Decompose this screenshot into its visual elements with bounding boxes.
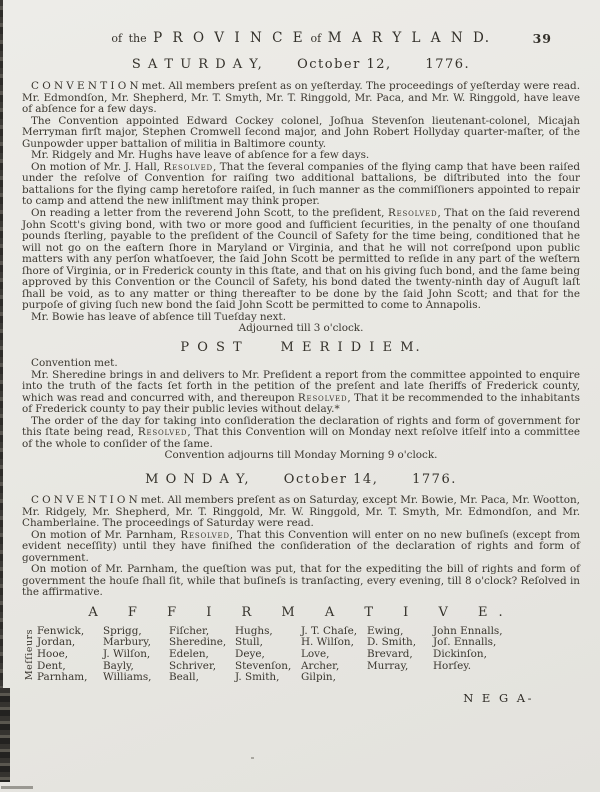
affirmative-vote-table [22,626,580,684]
messieurs-label: Meſſieurs [24,629,35,681]
text-segment: Mr. Bowie has leave of abſence till Tueſday next. [31,310,287,323]
delegate-name: J. T. Chaſe, [301,624,358,637]
sat-p2 [22,116,580,151]
delegate-name: Horſey. [433,659,472,672]
text-segment: , That on the ſaid reverend John Scott's giving bond, with two or more good and ſufficient ſecurities, in the penalty of one thouſand pounds ſterling, payable to the preſident of the Council of Safety for the time being, conditioned that he will not go on the eaſtern ſhore in Maryland or Virginia, and that he will not correſpond upon public matters with any perſon whatſoever, the ſaid John Scott be permitted to reſide in any part of the weſtern ſhore of Virginia, or in Frederick county in this ſtate, and that on his giving ſuch bond, and the ſame being approved by this Convention or the Council of Safety, his bond dated the twenty-ninth day of Auguſt laſt ſhall be void, as to any matter or thing thereafter to be done by the ſaid John Scott; and that for the purpoſe of giving ſuch new bond the ſaid John Scott be permitted to come to Annapolis. [22,207,580,312]
text-segment: C O N V E N T I O N met. All members preſent as on Saturday, except Mr. Bowie, Mr. Paca, Mr. Wootton, Mr. Ridgely, Mr. Shepherd, Mr. T. Ringgold, Mr. W. Ringgold, Mr. T. Smyth, Mr. Edmondſon, and Mr. Chamberlaine. The proceedings of Saturday were read. [22,493,580,530]
scan-speck [251,757,254,759]
post-meridiem-heading: P O S T M E R I D I E M. [180,340,422,356]
sat-p1 [22,81,580,116]
delegate-name: D. Smith, [367,636,417,649]
delegate-name: Schriver, [169,659,217,672]
page-header [22,30,580,46]
binding-shadow-lower [0,688,10,782]
text-segment: M A R Y L A N D. [327,30,491,46]
pm-p3 [22,416,580,451]
delegate-name: Archer, [301,659,340,672]
affirmative-heading: A F F I R M A T I V E. [88,604,514,620]
delegate-name: Love, [301,648,330,661]
mon-p3 [22,564,580,599]
resolved-smallcaps: Resolved [163,160,213,173]
delegate-name: J. Smith, [235,671,280,684]
text-segment: , That it be recommended to the inhabitants of Frederick county to pay their public levies without delay.* [22,391,581,416]
vote-column-2 [103,626,169,684]
vote-column-3 [169,626,235,684]
text-segment: The order of the day for taking into conſideration the declaration of rights and form of government for this ſtate being read, [22,414,580,439]
mon-p1 [22,495,580,530]
text-segment: On motion of Mr. Parnham, the queſtion was put, that for the expediting the bill of rights and form of government the houſe ſhall ſit, while that buſineſs is tranſacting, every evening, till 8 o'clock? Reſolved in the affirmative. [22,563,580,599]
saturday-paragraphs [22,81,580,335]
resolved-smallcaps: Resolved [297,391,348,404]
pm-p2 [22,370,580,416]
delegate-name: Stevenſon, [235,659,292,672]
text-segment: Mr. Ridgely and Mr. Hughs have leave of abſence for a few days. [31,149,370,162]
text-segment: On reading a letter from the reverend John Scott, to the preſident, [31,207,388,220]
monday-date-heading: M O N D A Y, October 14, 1776. [145,471,457,487]
text-segment: , That this Convention will enter on no new buſineſs (except from evident neceſſity) until they have finiſhed the conſideration of the declaration of rights and form of government. [22,528,580,564]
page-number: 39 [532,31,552,46]
vote-column-1 [37,626,103,684]
sat-p4 [22,162,580,208]
delegate-name: Brevard, [367,648,413,661]
vote-column-7 [433,626,503,684]
text-segment: Convention met. [31,357,118,370]
delegate-name: J. Wilſon, [103,648,151,661]
binding-shadow-upper [0,0,3,694]
delegate-name: Sheredine, [169,636,227,649]
resolved-smallcaps: Resolved [137,426,188,439]
monday-paragraphs [22,495,580,599]
running-title [111,32,490,45]
delegate-name: Edelen, [169,648,209,661]
delegate-name: Parnham, [37,671,88,684]
delegate-name: Hooe, [37,648,69,661]
text-segment: of the [111,32,154,45]
delegate-name: John Ennalls, [433,624,503,637]
delegate-name: H. Wilſon, [301,636,354,649]
delegate-name: Marbury, [103,636,151,649]
vote-column-4 [235,626,301,684]
vote-column-6 [367,626,433,684]
text-segment: P R O V I N C E [153,30,305,46]
sat-p5 [22,208,580,312]
text-segment: , That the ſeveral companies of the flying camp that have been raiſed under the reſolve of Convention for raiſing two additional battalions, be diſtributed into the four battalions for the flying camp heretofore raiſed, in ſuch manner as the commiſſioners appointed to repair to camp and attend the new inliſtment may think proper. [22,160,580,208]
saturday-date-heading: S A T U R D A Y, October 12, 1776. [131,57,471,72]
scan-smudge [1,786,33,789]
delegate-name: Deye, [235,648,265,661]
delegate-name: Dickinſon, [433,648,487,661]
nega-catchword: N E G A- [463,690,534,705]
delegate-name: Stull, [235,636,263,649]
delegate-name: Fenwick, [37,624,85,637]
delegate-name: Williams, [103,671,152,684]
resolved-smallcaps: Resolved [180,528,230,541]
delegate-name: Hughs, [235,624,273,637]
text-segment: C O N V E N T I O N met. All members preſent as on yeſterday. The proceedings of yeſterday were read. Mr. Edmondſon, Mr. Shepherd, Mr. T. Smyth, Mr. T. Ringgold, Mr. Paca, and Mr. W. Ringgold, have leave of abſence for a few days. [22,80,580,116]
delegate-name: Beall, [169,671,199,684]
resolved-smallcaps: Resolved [387,207,438,220]
text-segment: Adjourned till 3 o'clock. [238,322,364,335]
page-content [22,30,580,705]
text-segment: Mr. Sheredine brings in and delivers to Mr. Preſident a report from the committee appointed to enquire into the truth of the facts ſet forth in the petition of the preſent and late ſheriffs of Frederick county, which was read and concurred with, and thereupon [22,368,580,404]
delegate-name: Murray, [367,659,409,672]
text-segment: On motion of Mr. Parnham, [31,528,181,541]
pm-adjourn-line [22,450,580,462]
delegate-name: Sprigg, [103,624,142,637]
post-meridiem-paragraphs [22,358,580,462]
text-segment: Convention adjourns till Monday Morning 9 o'clock. [164,449,438,462]
delegate-name: Jordan, [37,636,76,649]
text-segment: , That this Convention will on Monday next reſolve itſelf into a committee of the whole to conſider of the ſame. [22,426,580,450]
delegate-name: Joſ. Ennalls, [433,636,497,649]
adjourned-line [22,323,580,335]
delegate-name: Gilpin, [301,671,336,684]
delegate-name: Fiſcher, [169,624,210,637]
delegate-name: Bayly, [103,659,134,672]
messieurs-label-wrap [22,626,37,684]
mon-p2 [22,530,580,565]
text-segment: The Convention appointed Edward Cockey colonel, Joſhua Stevenſon lieutenant-colonel, Micajah Merryman firſt major, Stephen Cromwell ſecond major, and John Robert Hollyday quarter-maſter, of the Gunpowder upper battalion of militia in Baltimore county. [22,114,580,150]
text-segment: of [304,32,328,45]
delegate-name: Ewing, [367,624,404,637]
text-segment: On motion of Mr. J. Hall, [31,160,164,173]
delegate-name: Dent, [37,659,66,672]
vote-column-5 [301,626,367,684]
